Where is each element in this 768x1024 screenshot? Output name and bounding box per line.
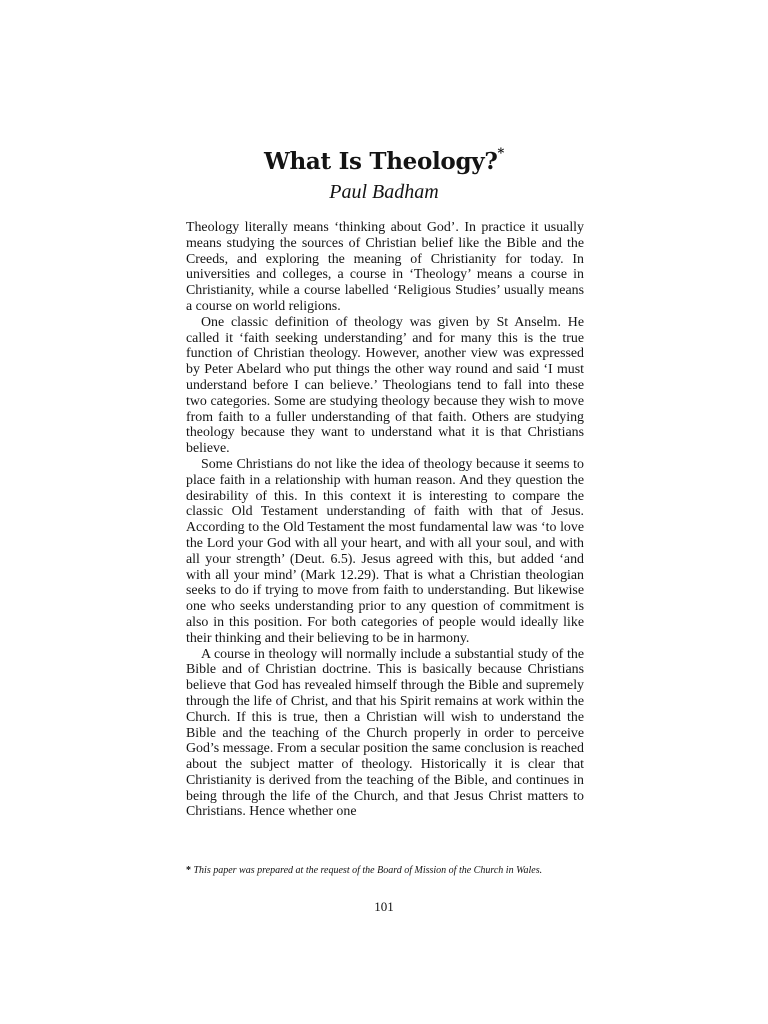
title-footnote-marker: *	[497, 146, 504, 161]
article-body	[186, 220, 584, 820]
body-paragraph: A course in theology will normally include a substantial study of the Bible and of Christian doctrine. This is basically because Christians believe that God has revealed himself through the Bible and supremely through the life of Christ, and that his Spirit remains at work within the Church. If this is true, then a Christian will wish to understand the Bible and the teaching of the Church properly in order to perceive God’s message. From a secular position the same conclusion is reached about the subject matter of theology. Historically it is clear that Christianity is derived from the teaching of the Bible, and continues in being through the life of the Church, and that Jesus Christ matters to Christians. Hence whether one	[186, 646, 584, 820]
page-number: 101	[374, 899, 394, 914]
footnote	[186, 865, 586, 877]
article-title-text: What Is Theology?	[263, 148, 498, 175]
body-paragraph: Some Christians do not like the idea of theology because it seems to place faith in a relationship with human reason. And they question the desirability of this. In this context it is interesting to compare the classic Old Testament understanding of faith with that of Jesus. According to the Old Testament the most fundamental law was ‘to love the Lord your God with all your heart, and with all your soul, and with all your strength’ (Deut. 6.5). Jesus agreed with this, but added ‘and with all your mind’ (Mark 12.29). That is what a Christian theologian seeks to do if trying to move from faith to understanding. But likewise one who seeks understanding prior to any question of commitment is also in this position. For both categories of people would ideally like their thinking and their believing to be in harmony.	[186, 456, 584, 646]
body-paragraph: One classic definition of theology was given by St Anselm. He called it ‘faith seeking understanding’ and for many this is the true function of Christian theology. However, another view was expressed by Peter Abelard who put things the other way round and said ‘I must understand before I can believe.’ Theologians tend to fall into these two categories. Some are studying theology because they wish to move from faith to a fuller understanding of that faith. Others are studying theology because they want to understand what it is that Christians believe.	[186, 314, 584, 457]
footnote-text: This paper was prepared at the request of the Board of Mission of the Church in Wales.	[193, 865, 543, 876]
body-paragraph: Theology literally means ‘thinking about God’. In practice it usually means studying the sources of Christian belief like the Bible and the Creeds, and exploring the meaning of Christianity for today. In universities and colleges, a course in ‘Theology’ means a course in Christianity, while a course labelled ‘Religious Studies’ usually means a course on world religions.	[186, 220, 584, 314]
article-title	[0, 148, 768, 175]
footnote-marker: *	[186, 865, 191, 876]
article-author: Paul Badham	[329, 181, 439, 203]
